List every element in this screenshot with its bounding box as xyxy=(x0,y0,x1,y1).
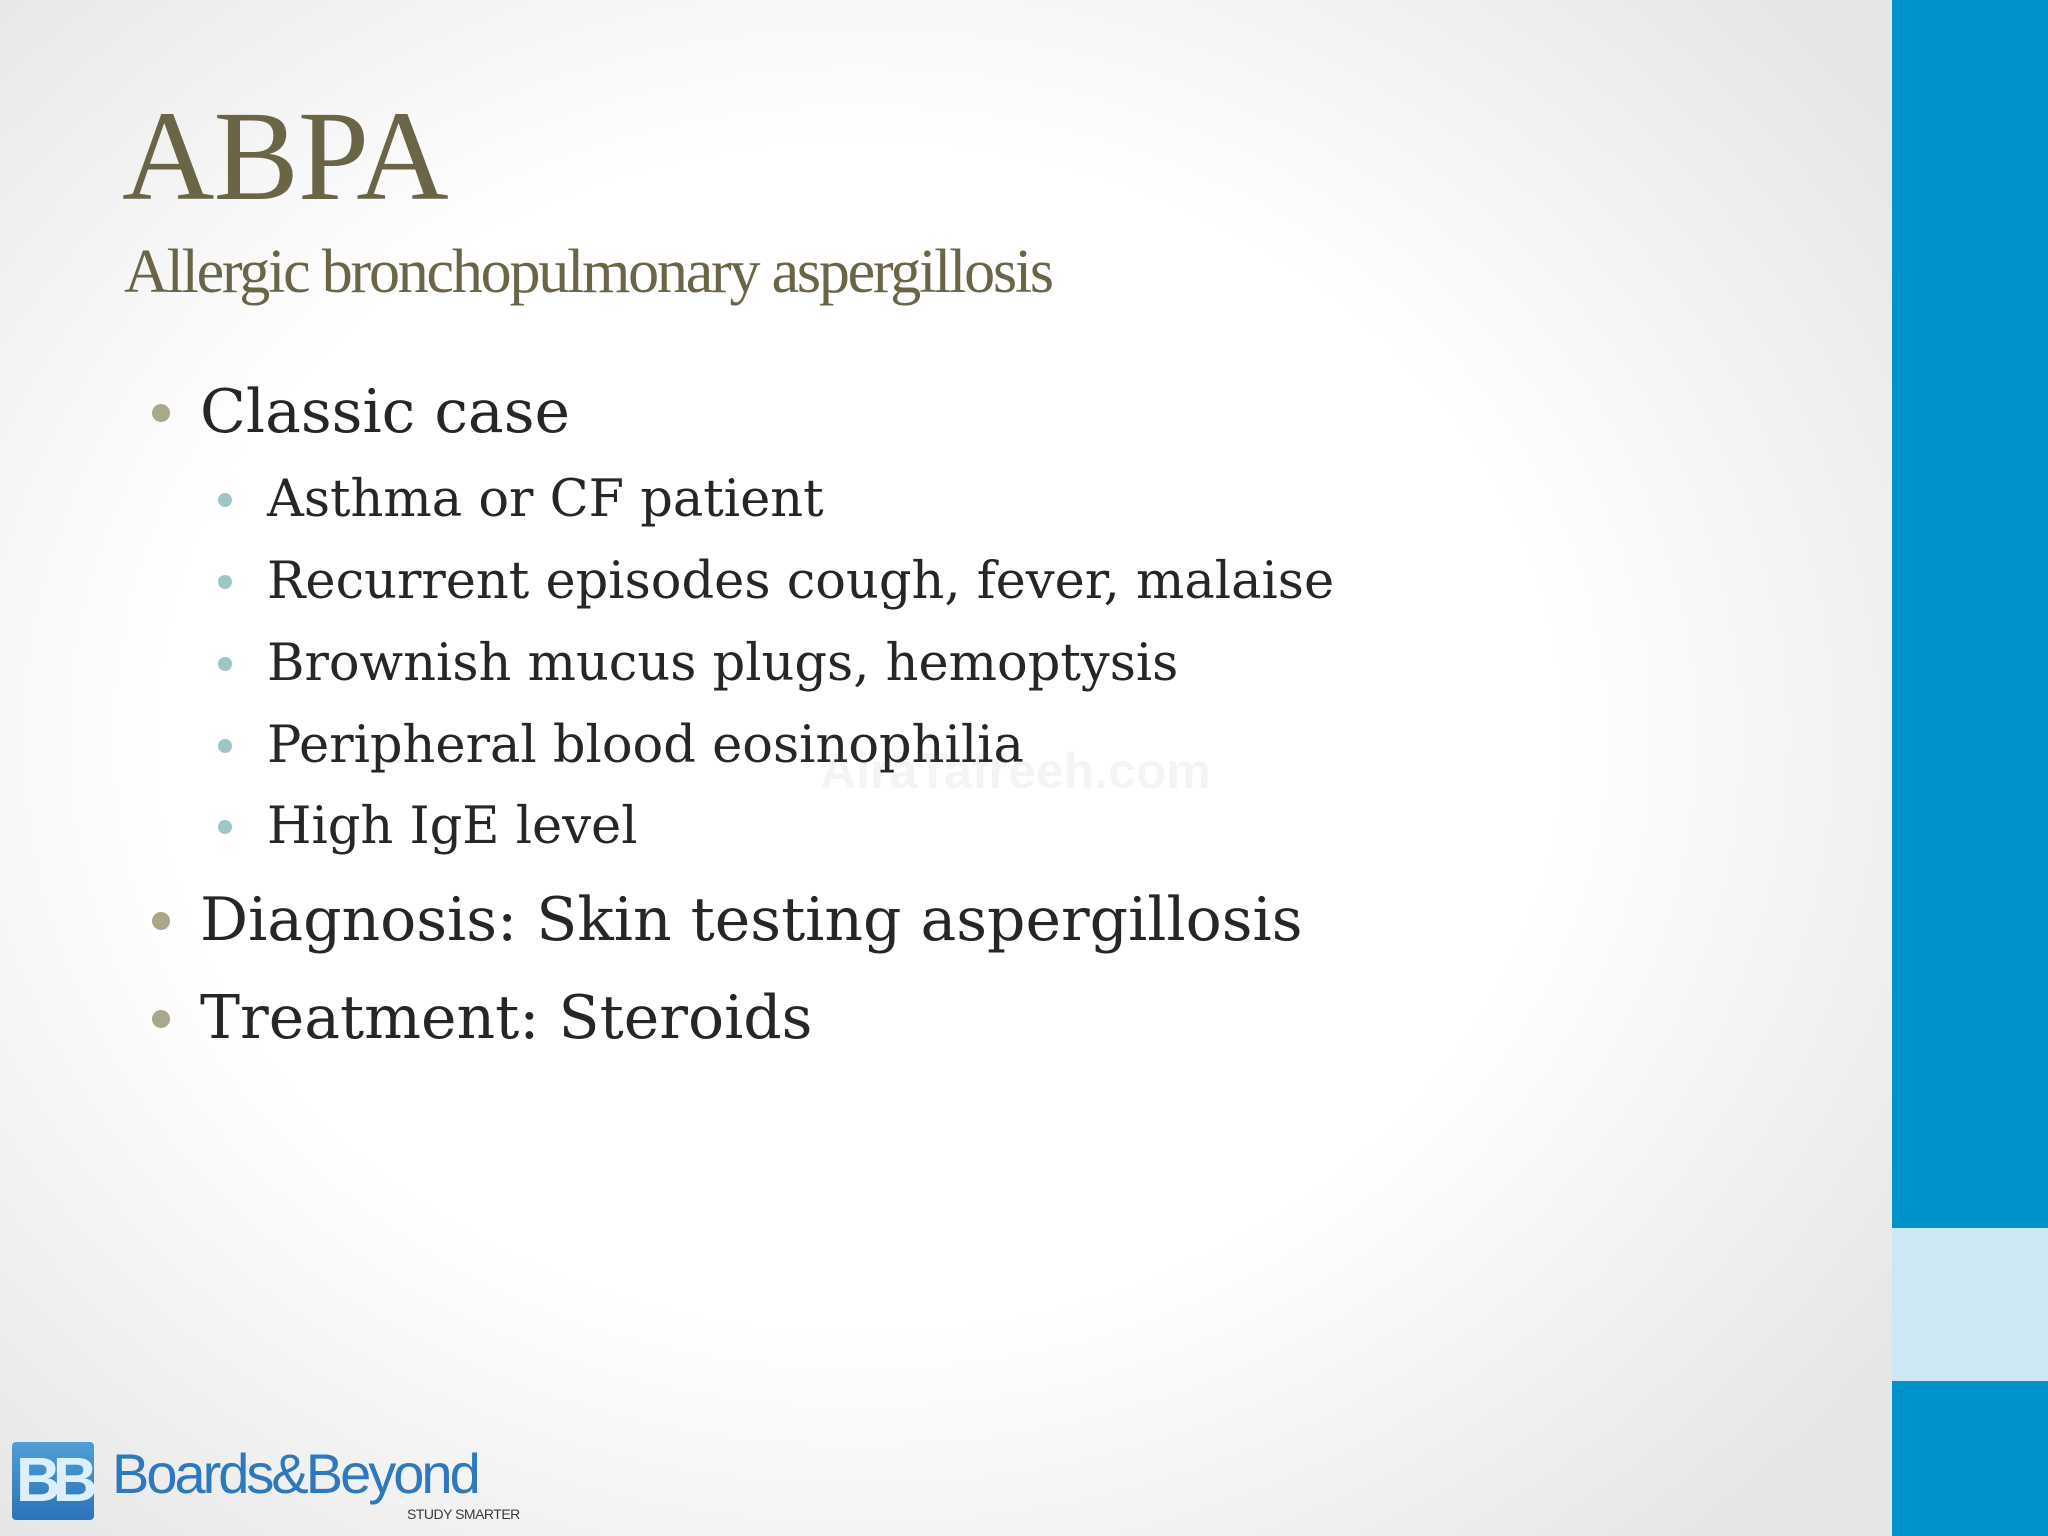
bullet-dot xyxy=(152,912,170,930)
accent-bar-light xyxy=(1892,1228,2048,1381)
bullet-item: Treatment: Steroids xyxy=(200,983,813,1053)
bullet-dot xyxy=(152,404,170,422)
sub-bullet-dot xyxy=(218,657,232,671)
slide-subtitle: Allergic bronchopulmonary aspergillosis xyxy=(124,238,1052,306)
slide-title: ABPA xyxy=(122,85,448,227)
sub-bullet-item: Asthma or CF patient xyxy=(267,470,824,529)
sub-bullet-item: High IgE level xyxy=(267,797,638,856)
accent-bar-top xyxy=(1892,0,2048,1228)
bullet-item: Diagnosis: Skin testing aspergillosis xyxy=(200,885,1303,955)
accent-bar-bottom xyxy=(1892,1381,2048,1536)
sub-bullet-dot xyxy=(218,739,232,753)
sub-bullet-dot xyxy=(218,493,232,507)
sub-bullet-item: Peripheral blood eosinophilia xyxy=(267,716,1024,775)
bullet-dot xyxy=(152,1010,170,1028)
sub-bullet-item: Recurrent episodes cough, fever, malaise xyxy=(267,552,1335,611)
bullet-item: Classic case xyxy=(200,377,570,447)
logo-tagline: STUDY SMARTER xyxy=(407,1506,520,1522)
sub-bullet-dot xyxy=(218,575,232,589)
watermark: AiraTafreeh.com xyxy=(820,743,1211,799)
logo-name: Boards&Beyond xyxy=(112,1442,478,1505)
boards-and-beyond-logo xyxy=(12,1440,532,1524)
sub-bullet-item: Brownish mucus plugs, hemoptysis xyxy=(267,634,1179,693)
sub-bullet-dot xyxy=(218,820,232,834)
logo-badge-text: BB xyxy=(16,1446,90,1515)
logo-badge-icon xyxy=(12,1442,94,1520)
